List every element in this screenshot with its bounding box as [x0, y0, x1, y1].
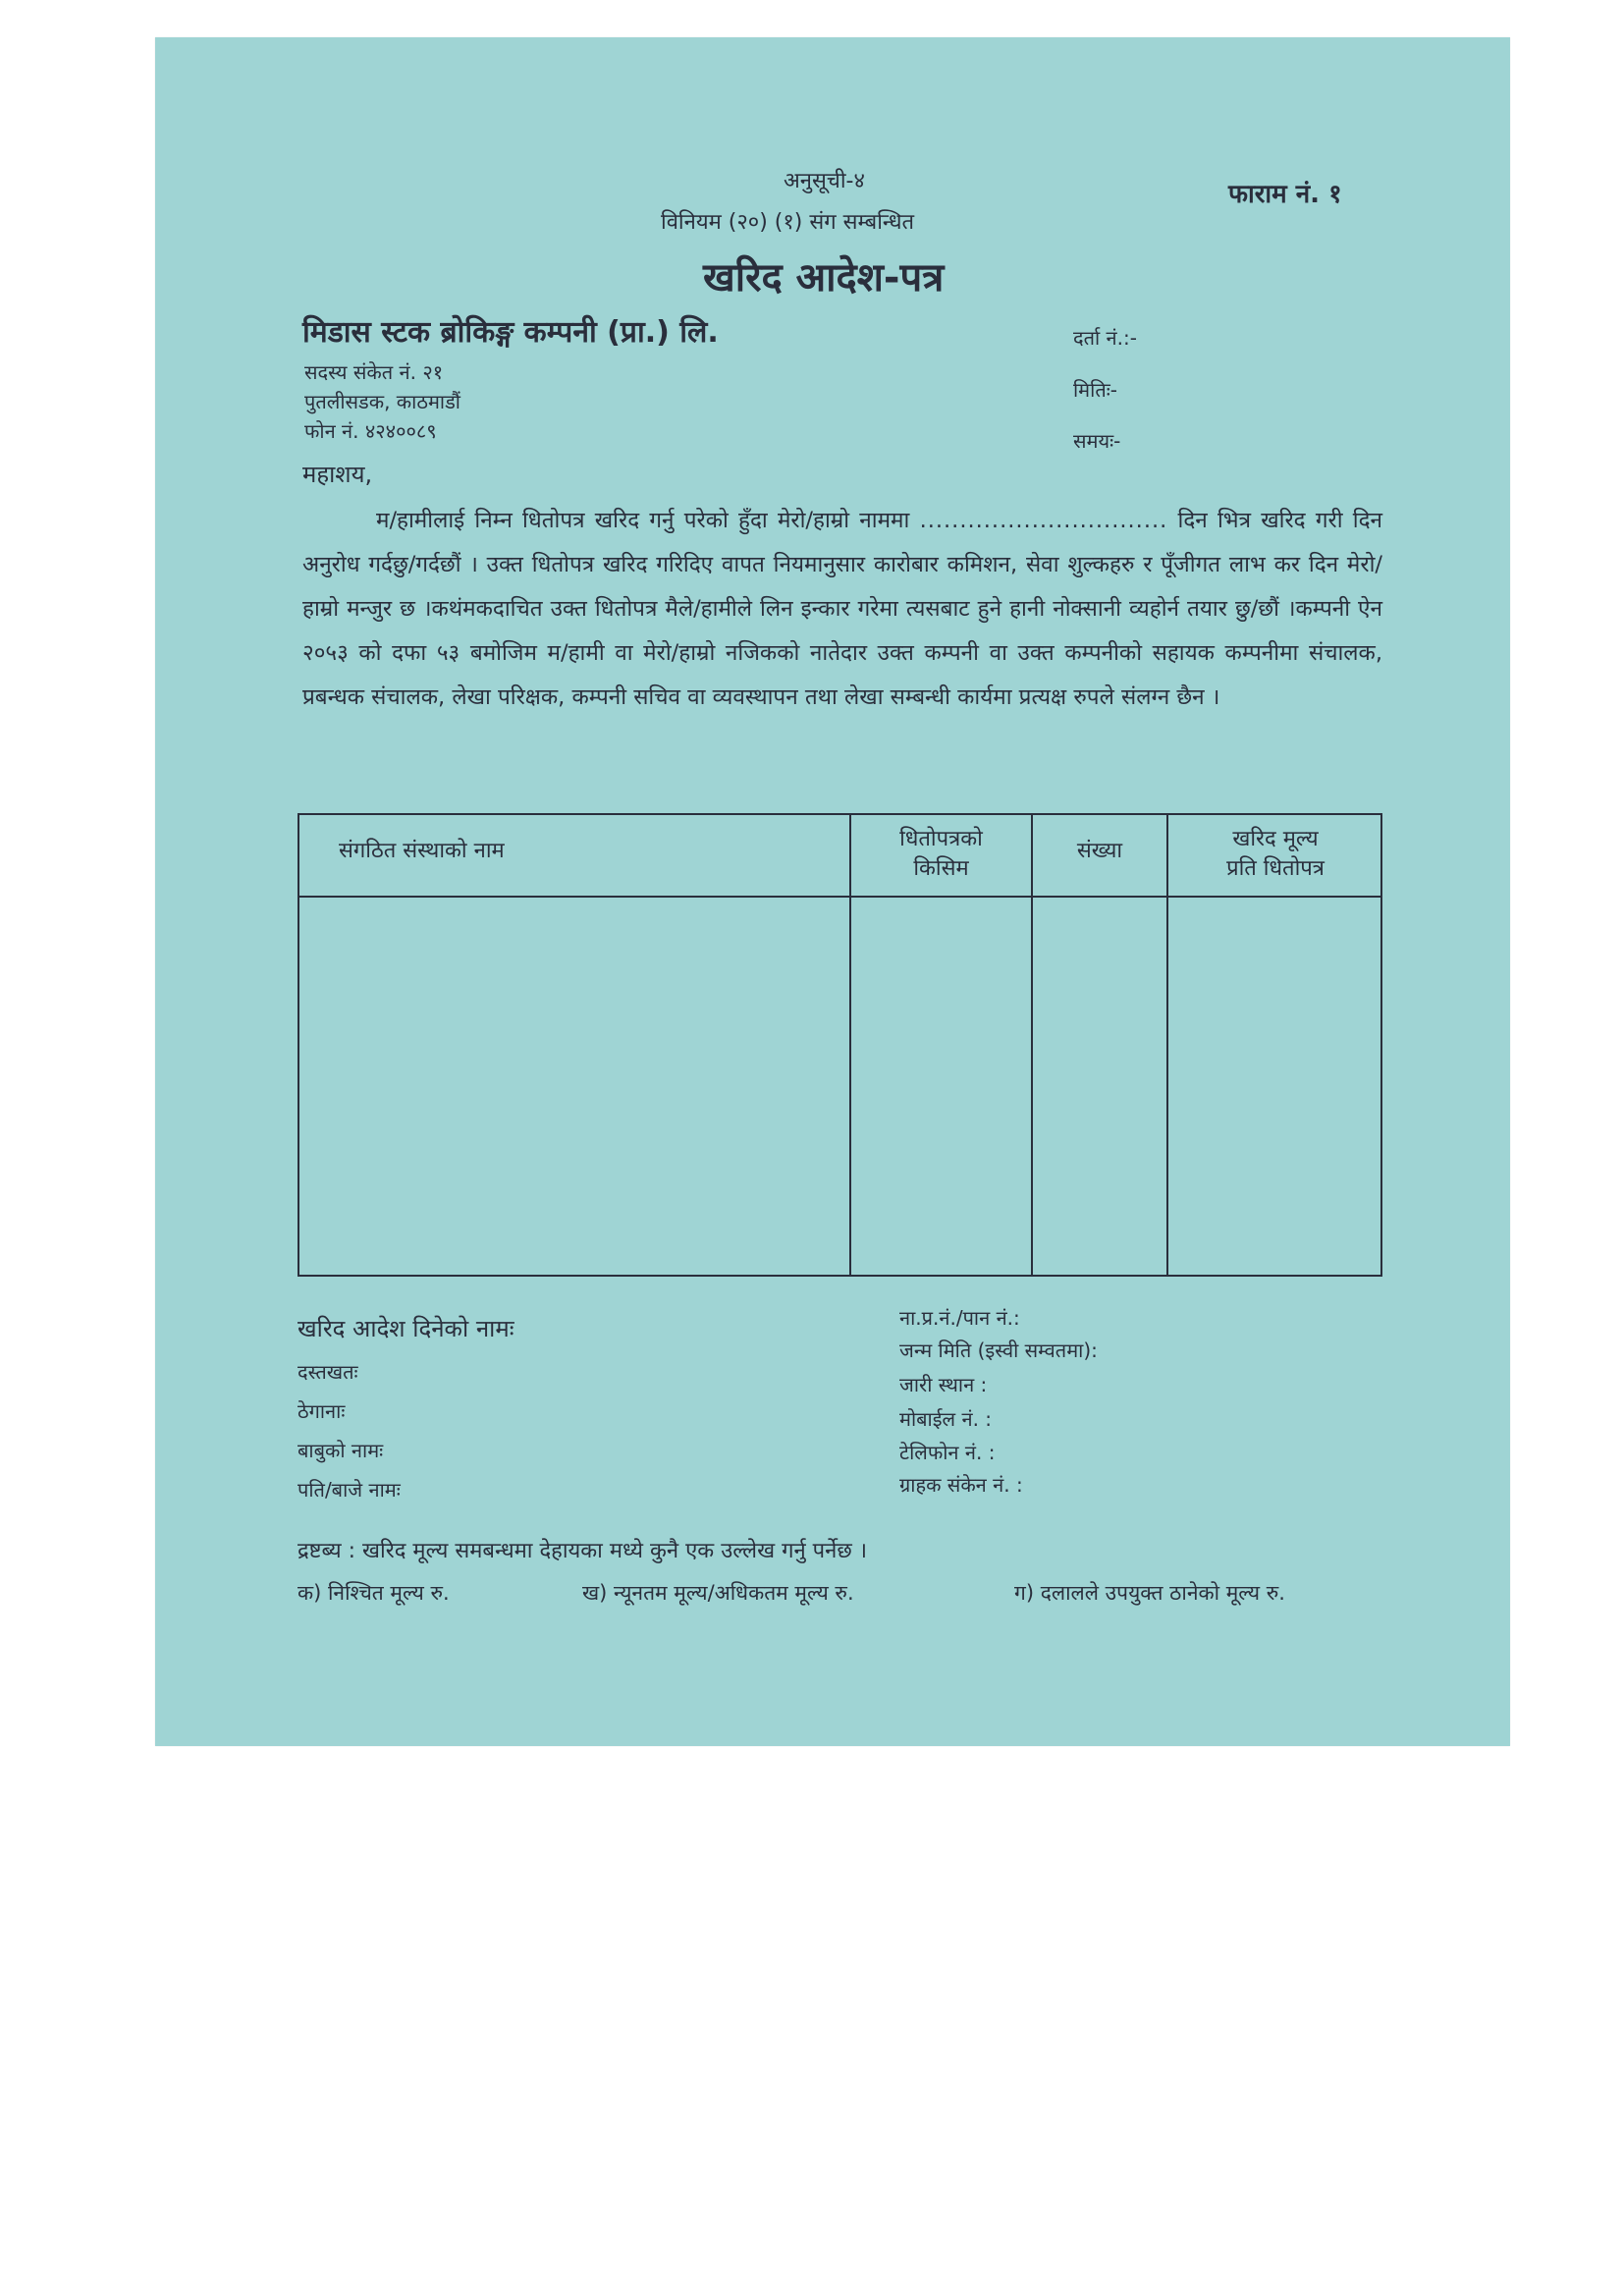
cell-organization[interactable]: [299, 898, 849, 1275]
telephone-field[interactable]: टेलिफोन नं. :: [899, 1441, 996, 1464]
date-field[interactable]: मितिः-: [1073, 378, 1117, 402]
col-header-price: [1168, 825, 1382, 884]
request-paragraph: [302, 499, 1382, 720]
price-note: द्रष्टब्य : खरिद मूल्य समबन्धमा देहायका मध्ये कुनै एक उल्लेख गर्नु पर्नेछ ।: [298, 1539, 868, 1563]
option-fixed-price[interactable]: क) निश्चित मूल्य रु.: [298, 1581, 450, 1605]
regulation-reference: विनियम (२०) (१) संग सम्बन्धित: [661, 210, 915, 235]
signature-field[interactable]: दस्तखतः: [298, 1360, 358, 1384]
form-title: खरिद आदेश-पत्र: [703, 255, 945, 301]
citizenship-pan-field[interactable]: ना.प्र.नं./पान नं.:: [899, 1306, 1020, 1330]
cell-security-type[interactable]: [851, 898, 1031, 1275]
cell-price[interactable]: [1168, 898, 1380, 1275]
orderer-name-field[interactable]: खरिद आदेश दिनेको नामः: [298, 1315, 514, 1342]
address-field[interactable]: ठेगानाः: [298, 1399, 346, 1423]
option-min-max-price[interactable]: ख) न्यूनतम मूल्य/अधिकतम मूल्य रु.: [582, 1581, 854, 1605]
salutation: महाशय,: [302, 461, 373, 488]
form-sheet: [155, 37, 1510, 1746]
securities-table: [298, 813, 1382, 1277]
company-name: मिडास स्टक ब्रोकिङ्ग कम्पनी (प्रा.) लि.: [302, 315, 719, 350]
days-blank[interactable]: ...............................: [919, 508, 1168, 533]
member-code: सदस्य संकेत नं. २१: [304, 360, 444, 384]
cell-quantity[interactable]: [1033, 898, 1166, 1275]
col-header-price-line2: प्रति धितोपत्र: [1226, 856, 1325, 881]
company-address: पुतलीसडक, काठमाडौं: [304, 390, 460, 413]
issue-place-field[interactable]: जारी स्थान :: [899, 1373, 988, 1396]
col-header-security-type-line1: धितोपत्रको: [899, 827, 983, 851]
col-header-price-line1: खरिद मूल्य: [1232, 827, 1319, 851]
paragraph-part-1: म/हामीलाई निम्न धितोपत्र खरिद गर्नु परेको हुँदा मेरो/हाम्रो नाममा: [376, 508, 910, 533]
col-header-quantity: संख्या: [1076, 839, 1123, 863]
paragraph-part-2: दिन भित्र खरिद गरी दिन अनुरोध गर्दछु/गर्दछौं । उक्त धितोपत्र खरिद गरिदिए वापत नियमानुसार कारोबार कमिशन, सेवा शुल्कहरु र पूँजीगत लाभ कर दिन मेरो/हाम्रो मन्जुर छ ।कथंमकदाचित उक्त धितोपत्र मैले/हामीले लिन इन्कार गरेमा त्यसबाट हुने हानी नोक्सानी व्यहोर्न तयार छु/छौं ।कम्पनी ऐन २०५३ को दफा ५३ बमोजिम म/हामी वा मेरो/हाम्रो नजिकको नातेदार उक्त कम्पनी वा उक्त कम्पनीको सहायक कम्पनीमा संचालक, प्रबन्धक संचालक, लेखा परिक्षक, कम्पनी सचिव वा व्यवस्थापन तथा लेखा सम्बन्धी कार्यमा प्रत्यक्ष रुपले संलग्न छैन ।: [302, 508, 1383, 710]
mobile-field[interactable]: मोबाईल नं. :: [899, 1407, 993, 1431]
company-phone: फोन नं. ४२४००८९: [304, 419, 437, 443]
col-header-organization: संगठित संस्थाको नाम: [339, 839, 505, 863]
col-header-security-type: [851, 825, 1031, 884]
form-number: फाराम नं. १: [1228, 180, 1342, 209]
client-code-field[interactable]: ग्राहक संकेन नं. :: [899, 1473, 1023, 1497]
husband-grandfather-name-field[interactable]: पति/बाजे नामः: [298, 1478, 401, 1502]
option-broker-discretion-price[interactable]: ग) दलालले उपयुक्त ठानेको मूल्य रु.: [1014, 1581, 1285, 1605]
dob-field[interactable]: जन्म मिति (इस्वी सम्वतमा):: [899, 1339, 1098, 1362]
col-header-security-type-line2: किसिम: [913, 856, 969, 881]
time-field[interactable]: समयः-: [1073, 429, 1121, 453]
schedule-label: अनुसूची-४: [784, 169, 865, 193]
registration-no-field[interactable]: दर्ता नं.:-: [1073, 326, 1137, 350]
father-name-field[interactable]: बाबुको नामः: [298, 1439, 384, 1462]
